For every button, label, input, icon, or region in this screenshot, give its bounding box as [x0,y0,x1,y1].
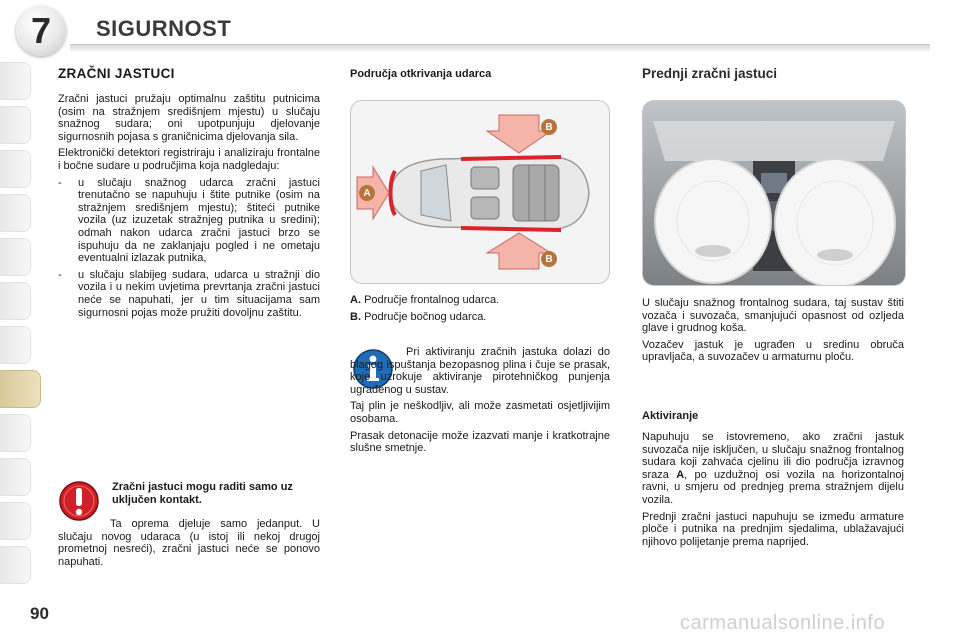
warning-icon [58,480,100,522]
info-block [350,346,610,459]
page-number: 90 [30,604,49,623]
watermark: carmanualsonline.info [680,612,886,634]
chapter-tab[interactable] [0,326,31,364]
zone-legend [350,294,610,323]
intro-paragraph: Zračni jastuci pružaju optimalnu zaštitu putnicima (osim na stražnjem središnjem mjestu) u slučaju snažnog sudara; oni upotpunjuju djelovanje sigurnosnih pojasa s graničnicima djelovanja sila. [58,93,320,143]
chapter-number: 7 [30,10,52,51]
activation-paragraph-2: Prednji zračni jastuci napuhuju se između armature ploče i putnika na prednjim sjedalima, ublažavajući njihovo polijetanje prema naprijed. [642,510,904,548]
chapter-tab[interactable] [0,502,31,540]
front-airbags-paragraph-1: U slučaju snažnog frontalnog sudara, taj sustav štiti vozača i suvozača, smanjujući opasnost od ozljeda glave i grudnog koša. [642,297,904,335]
chapter-tab-active[interactable] [0,370,41,408]
chapter-tab[interactable] [0,546,31,584]
chapter-tab[interactable] [0,106,31,144]
detection-zones-heading: Područja otkrivanja udarca [350,68,492,80]
front-airbags-text [642,297,904,368]
chapter-tab[interactable] [0,150,31,188]
chapter-title: SIGURNOST [96,16,232,41]
chapter-tabs [0,62,36,590]
header-divider [70,44,930,53]
zone-a-legend: A. Područje frontalnog udarca. [350,294,500,306]
front-airbags-heading: Prednji zračni jastuci [642,66,778,81]
chapter-tab[interactable] [0,238,31,276]
detectors-paragraph: Elektronički detektori registriraju i analiziraju frontalne i bočne sudare u područjima koja nadgledaju: [58,147,320,172]
airbags-heading: ZRAČNI JASTUCI [58,66,175,81]
list-item-text: u slučaju slabijeg sudara, udarca u stražnji dio vozila i u nekim uvjetima prevrtanja zračni jastuci neće se napuhati, jer u tim situacijama sam sigurnosni pojas može pružiti dovoljnu zaštitu. [78,268,320,319]
info-paragraph-1: Pri aktiviranju zračnih jastuka dolazi do blagog ispuštanja bezopasnog plina i čuje se prasak, koje uzrokuje aktiviranje pirotehničkog punjenja ugrađenog u sustav. [350,346,610,396]
chapter-tab[interactable] [0,62,31,100]
chapter-tab[interactable] [0,194,31,232]
deployed-airbags-illustration [643,101,905,285]
zone-b-marker-bottom: B [541,251,557,267]
list-item: - u slučaju slabijeg sudara, udarca u stražnji dio vozila i u nekim uvjetima prevrtanja zračni jastuci neće se napuhati, jer u tim situacijama sam sigurnosni pojas može pružiti dovoljnu zaštitu. [58,268,320,319]
front-airbags-photo [642,100,906,286]
info-paragraph-3: Prasak detonacije može izazvati manje i kratkotrajne slušne smetnje. [350,429,610,455]
zone-a-marker: A [359,185,375,201]
activation-text [642,431,904,552]
info-paragraph-2: Taj plin je neškodljiv, ali može zasmetati osjetljivijim osobama. [350,400,610,425]
list-item: - u slučaju snažnog udarca zračni jastuci trenutačno se napuhuju i štite putnike (osim na stražnjem središnjem mjestu); štiteći putnike vozila (uz izuzetak stražnjeg putnika u sredini); odmah nakon udarca zračni jastuci brzo se ispuhuju da ne zaklanjaju pogled i ne ometaju eventualni izlazak putnika, [58,176,320,265]
warning-title: Zračni jastuci mogu raditi samo uz uključen kontakt. [112,481,293,506]
airbags-intro [58,93,320,319]
activation-subheading: Aktiviranje [642,410,699,422]
activation-paragraph-1: Napuhuju se istovremeno, ako zračni jastuk suvozača nije isključen, u slučaju snažnog frontalnog sudara koji zahvaća cjelinu ili dio područja izravnog sraza A, po uzdužnoj osi vozila na horizontalnoj ravni, u smjeru od prednjeg prema stražnjem dijelu vozila. [642,431,904,506]
zone-b-legend: B. Područje bočnog udarca. [350,310,487,323]
chapter-tab[interactable] [0,282,31,320]
chapter-tab[interactable] [0,414,31,452]
warning-text: Ta oprema djeluje samo jedanput. U slučaju novog udaraca (u istoj ili nekoj drugoj prometnoj nesreći), zračni jastuci neće se ponovo napuhati. [58,518,320,568]
list-item-text: u slučaju snažnog udarca zračni jastuci trenutačno se napuhuju i štite putnike (osim na stražnjem središnjem mjestu); štiteći putnike vozila (uz izuzetak stražnjeg putnika u sredini); odmah nakon udarca zračni jastuci brzo se ispuhuju da ne zaklanjaju pogled i ne ometaju eventualni izlazak putnika, [78,176,320,265]
chapter-tab[interactable] [0,458,31,496]
car-topview-illustration [351,101,609,283]
front-airbags-paragraph-2: Vozačev jastuk je ugrađen u sredinu obruča upravljača, a suvozačev u armaturnu ploču. [642,338,904,364]
chapter-number-badge [16,6,66,56]
zone-b-marker-top: B [541,119,557,135]
impact-zones-diagram [350,100,610,284]
